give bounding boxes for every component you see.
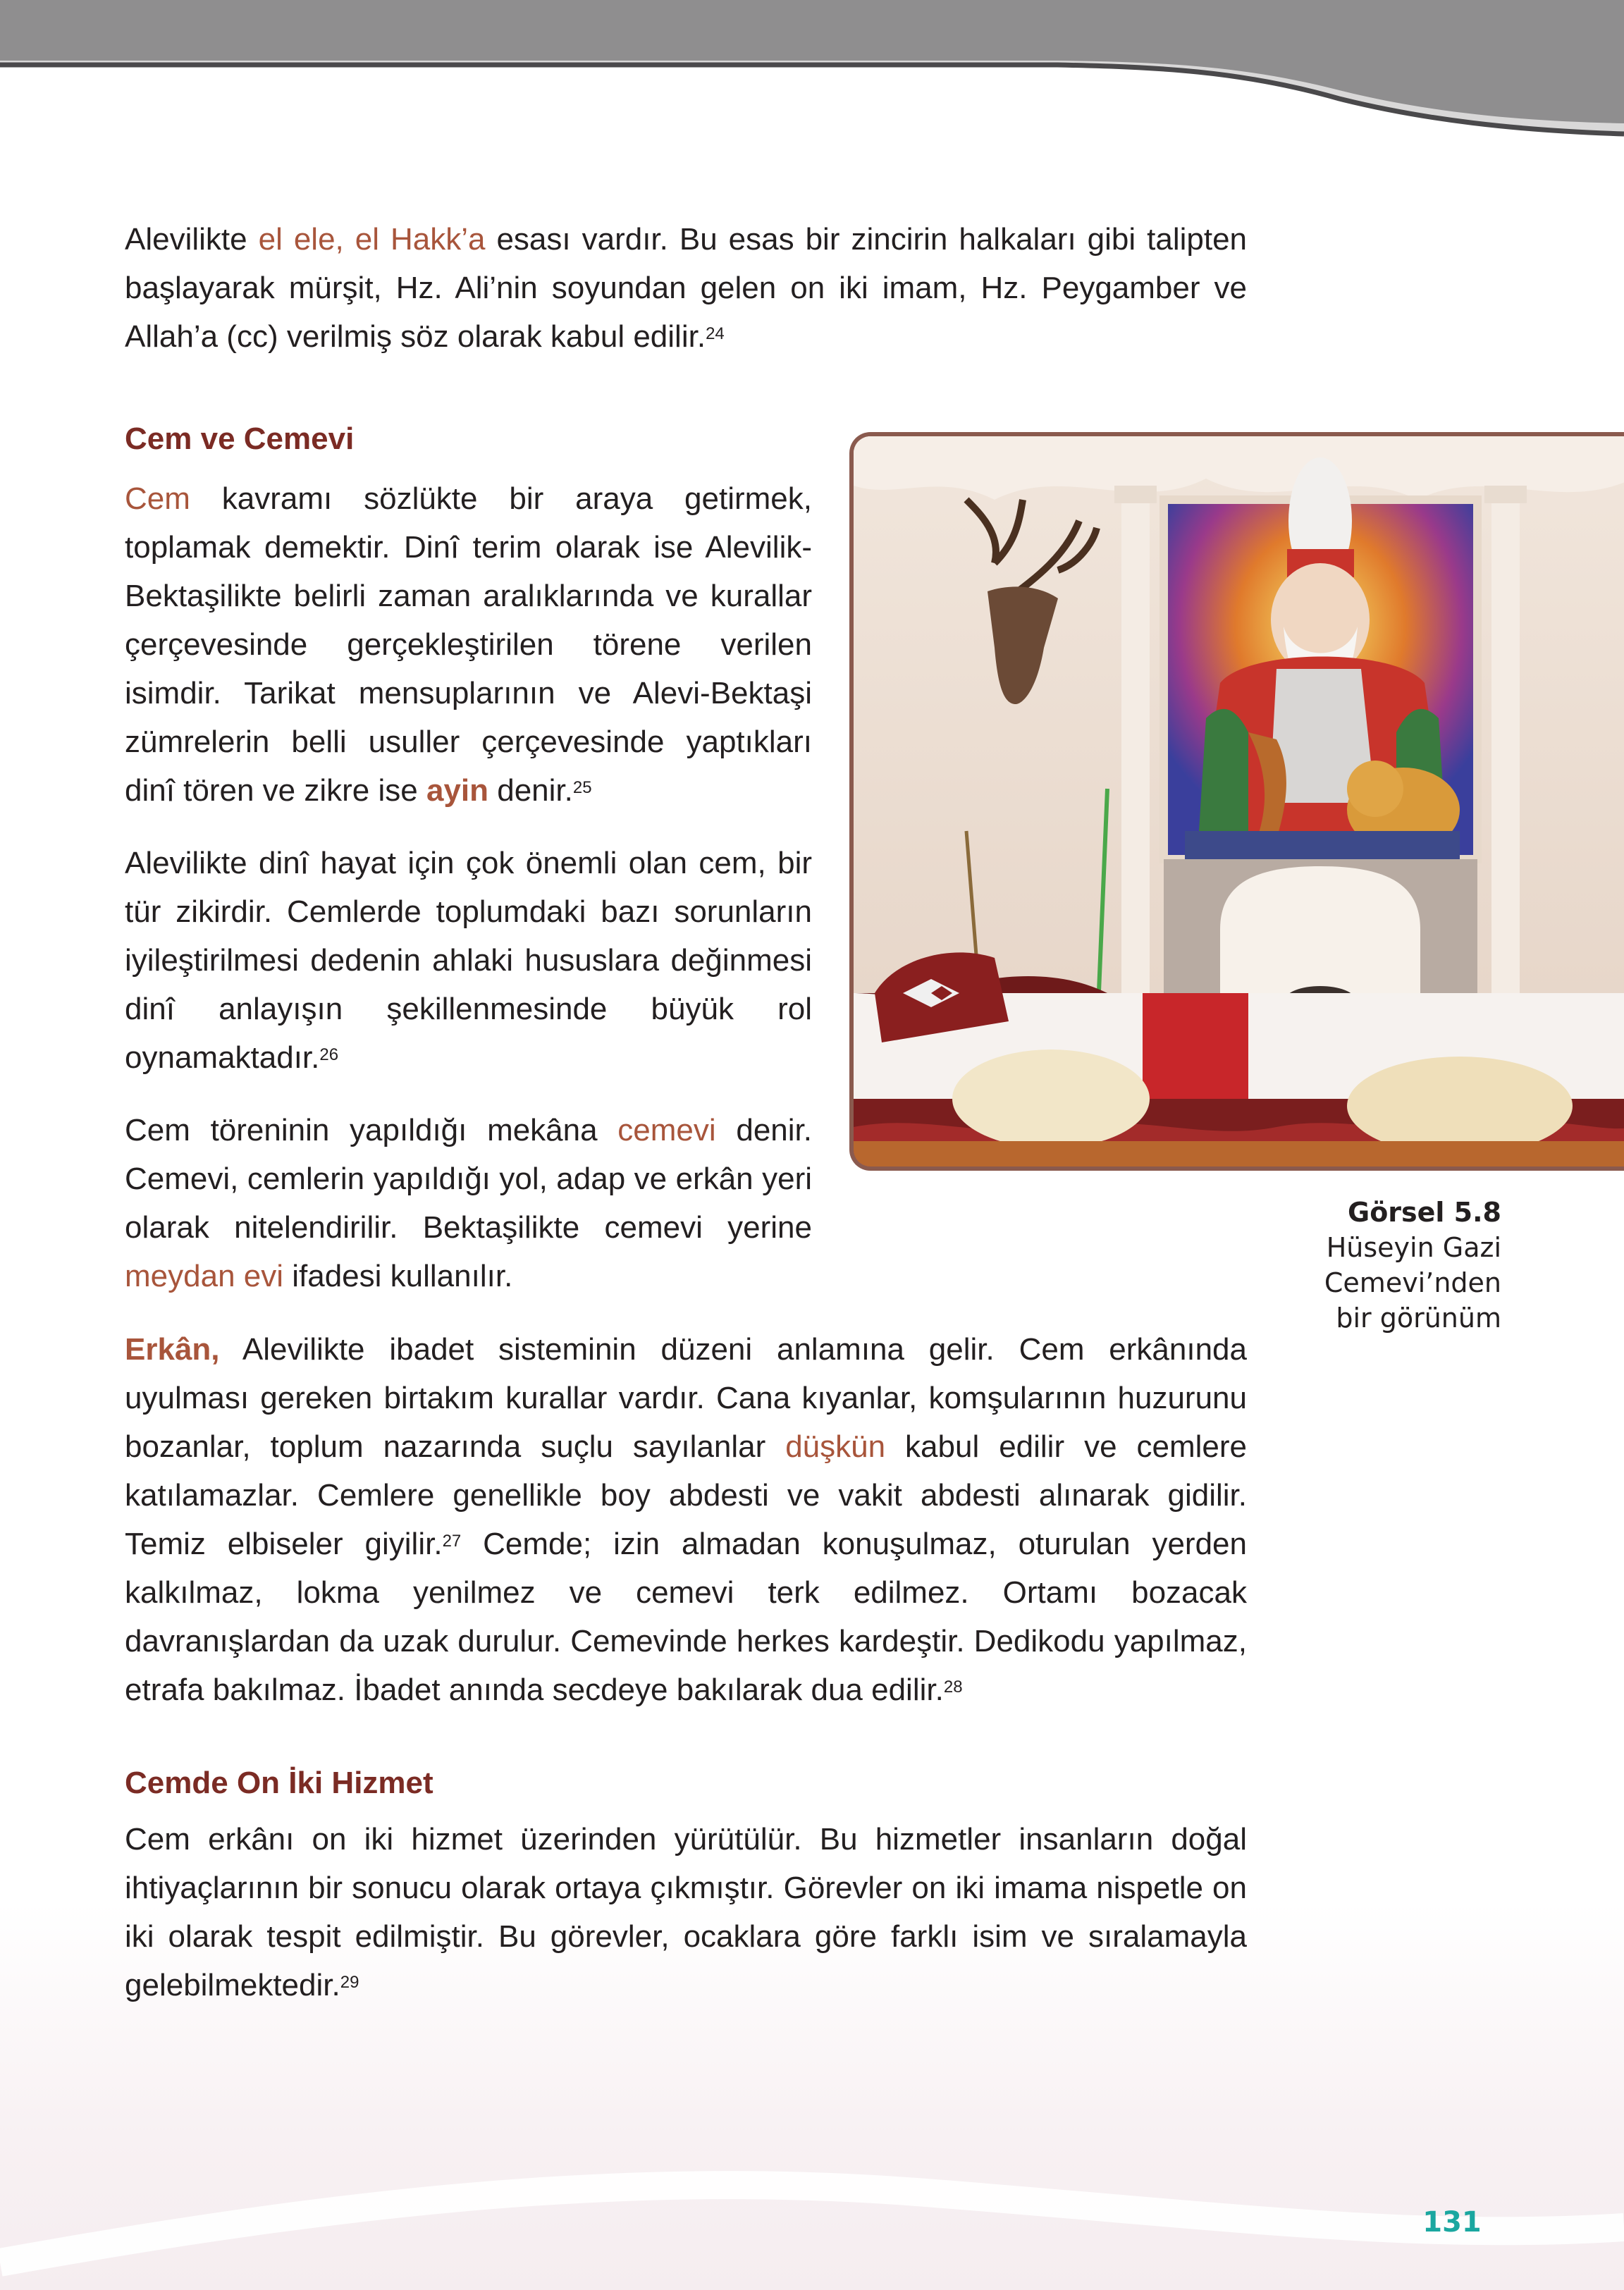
zikir-text: Alevilikte dinî hayat için çok önemli olan cem, bir tür zikirdir. Cemlerde toplumdaki bazı sorunların iyileştirilmesi dedenin ahlaki hususlara değinmesi dinî anlayışın şekillenmesinde büyük rol oynamaktadır. xyxy=(125,846,812,1075)
term-el-ele: el ele, el Hakk’a xyxy=(258,222,486,257)
erkan-text-1: Alevilikte ibadet sisteminin düzeni anlamına gelir. Cem erkânında uyulması gereken birtakım kurallar vardır. Cana kıyanlar, komşularının huzurunu bozanlar, toplum nazarında suçlu sayılanlar xyxy=(125,1332,1247,1464)
footnote-ref-29: 29 xyxy=(340,1973,359,1992)
caption-line-1: Hüseyin Gazi xyxy=(1326,1232,1501,1263)
footnote-ref-26: 26 xyxy=(319,1045,339,1064)
caption-line-3: bir görünüm xyxy=(1336,1303,1501,1334)
erkan-text-3: Cemde; izin almadan konuşulmaz, oturulan yerden kalkılmaz, lokma yenilmez ve cemevi terk edilmez. Ortamı bozacak davranışlardan da uzak durulur. Cemevinde herkes kardeştir. Dedikodu yapılmaz, etrafa bakılmaz. İbadet anında secdeye bakılarak dua edilir. xyxy=(125,1527,1247,1707)
term-erkan: Erkân, xyxy=(125,1332,220,1367)
intro-text-2: esası vardır. Bu esas bir zincirin halkaları gibi talipten başlayarak mürşit, Hz. Ali’nin soyundan gelen on iki imam, Hz. Peygamber ve Allah’a (cc) verilmiş söz olarak kabul edilir. xyxy=(125,222,1248,354)
paragraph-cem-definition xyxy=(125,474,812,815)
heading-on-iki-hizmet: Cemde On İki Hizmet xyxy=(125,1766,433,1800)
paragraph-on-iki-hizmet xyxy=(125,1815,1247,2009)
page-number: 131 xyxy=(1422,2206,1482,2239)
bottom-decorative-curve xyxy=(0,2030,1624,2290)
term-cemevi: cemevi xyxy=(617,1113,716,1147)
erkan-text-2: kabul edilir ve cemlere katılamazlar. Cemlere genellikle boy abdesti ve vakit abdesti alınarak gidilir. Temiz elbiseler giyilir. xyxy=(125,1429,1247,1561)
cemevi-text-1: Cem töreninin yapıldığı mekâna xyxy=(125,1113,618,1147)
cemevi-text-2: denir. Cemevi, cemlerin yapıldığı yol, adap ve erkân yeri olarak nitelendirilir. Bektaşilikte cemevi yerine xyxy=(125,1113,812,1245)
footnote-ref-28: 28 xyxy=(943,1678,963,1697)
footnote-ref-25: 25 xyxy=(572,778,592,797)
term-cem: Cem xyxy=(125,481,190,516)
hizmet-text: Cem erkânı on iki hizmet üzerinden yürütülür. Bu hizmetler insanların doğal ihtiyaçlarının bir sonucu olarak ortaya çıkmıştır. Görevler on iki imama nispetle on iki olarak tespit edilmiştir. Bu görevler, ocaklara göre farklı isim ve sıralamayla gelebilmektedir. xyxy=(125,1822,1247,2002)
intro-text-1: Alevilikte xyxy=(125,222,259,257)
cem-text-1: kavramı sözlükte bir araya getirmek, toplamak demektir. Dinî terim olarak ise Alevilik-Bektaşilikte belirli zaman aralıklarında ve kurallar çerçevesinde gerçekleştirilen törene verilen isimdir. Tarikat mensuplarının ve Alevi-Bektaşi zümrelerin belli usuller çerçevesinde yaptıkları dinî tören ve zikre ise xyxy=(125,481,812,808)
footnote-ref-27: 27 xyxy=(442,1532,462,1551)
header-band xyxy=(0,0,1624,141)
term-meydan-evi: meydan evi xyxy=(125,1259,284,1293)
caption-line-2: Cemevi’nden xyxy=(1324,1267,1501,1298)
paragraph-cem-zikir xyxy=(125,839,812,1082)
cemevi-text-3: ifadesi kullanılır. xyxy=(283,1259,513,1293)
paragraph-erkan xyxy=(125,1325,1247,1714)
paragraph-cemevi xyxy=(125,1106,812,1300)
figure-caption xyxy=(1262,1195,1501,1336)
term-duskun: düşkün xyxy=(785,1429,886,1464)
heading-cem-ve-cemevi: Cem ve Cemevi xyxy=(125,421,355,456)
footnote-ref-24: 24 xyxy=(706,324,725,343)
cem-text-2: denir. xyxy=(488,773,573,808)
term-ayin: ayin xyxy=(426,773,489,808)
cemevi-interior-illustration xyxy=(854,436,1624,1166)
intro-paragraph xyxy=(125,215,1247,361)
cemevi-photo xyxy=(849,432,1624,1171)
figure-number: Görsel 5.8 xyxy=(1348,1197,1501,1228)
